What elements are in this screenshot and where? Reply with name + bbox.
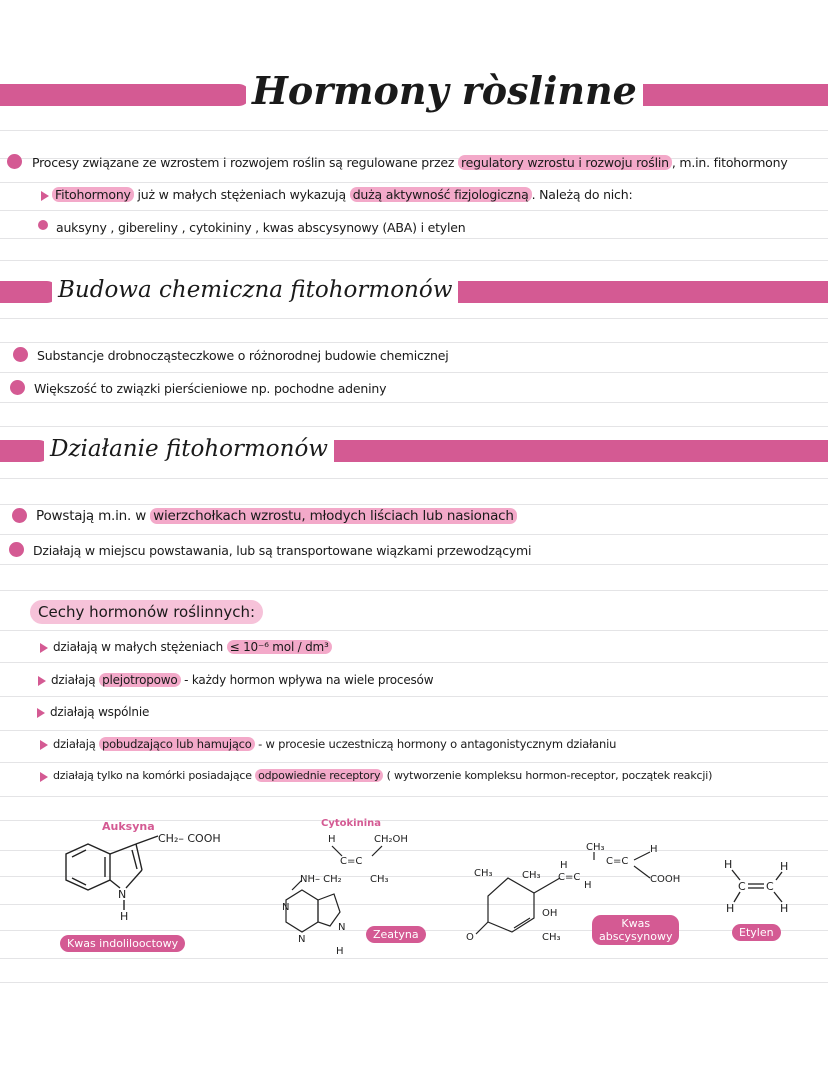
feature-text: działają	[53, 737, 99, 751]
section3-heading: Działanie fitohormonów	[44, 436, 334, 462]
aba-h: H	[560, 860, 568, 871]
auxin-structure	[58, 832, 238, 932]
aba-h: H	[650, 844, 658, 855]
zeatin-n: N	[282, 902, 290, 913]
section3-item-2: Działają w miejscu powstawania, lub są transportowane wiązkami przewodzącymi	[33, 543, 532, 558]
zeatin-n: N	[298, 934, 306, 945]
bullet-triangle	[37, 708, 45, 718]
section2-band-right	[397, 281, 828, 303]
aba-oh: OH	[542, 908, 558, 919]
ethylene-c: C	[738, 880, 746, 893]
intro-text: . Należą do nich:	[531, 187, 633, 202]
aba-name-line-2: abscysynowy	[599, 930, 673, 943]
zeatin-c-eq-c: C=C	[340, 856, 363, 867]
aba-c-eq-c: C=C	[606, 856, 629, 867]
intro-line-1	[32, 155, 788, 170]
auxin-label: Auksyna	[102, 820, 155, 833]
section3-band-right	[293, 440, 828, 462]
bullet-triangle	[40, 740, 48, 750]
feature-text: działają w małych stężeniach	[53, 640, 227, 654]
intro-text: już w małych stężeniach wykazują	[133, 187, 350, 202]
feature-3: działają wspólnie	[50, 705, 150, 719]
section3-band-left	[0, 440, 50, 462]
section2-item-1: Substancje drobnocząsteczkowe o różnorodnej budowie chemicznej	[37, 348, 449, 363]
auxin-ch2cooh: CH₂– COOH	[158, 832, 221, 845]
auxin-n: N	[118, 888, 127, 901]
ethylene-h: H	[724, 858, 733, 871]
section3-highlight: wierzchołkach wzrostu, młodych liściach lub nasionach	[150, 508, 517, 524]
feature-highlight: pobudzająco lub hamująco	[99, 737, 255, 751]
zeatin-name-pill: Zeatyna	[366, 926, 426, 943]
aba-o: O	[466, 932, 474, 943]
bullet-dot	[10, 380, 25, 395]
intro-line-2	[52, 187, 632, 202]
feature-highlight: odpowiednie receptory	[255, 769, 383, 782]
feature-text: działają	[51, 673, 100, 687]
zeatin-nh-ch2: NH– CH₂	[300, 874, 342, 885]
feature-text: - każdy hormon wpływa na wiele procesów	[180, 673, 434, 687]
section3-item-1	[36, 508, 517, 524]
feature-2	[51, 673, 433, 687]
zeatin-h: H	[336, 946, 344, 957]
aba-cooh: COOH	[650, 874, 681, 885]
feature-text: - w procesie uczestniczą hormony o antagonistycznym działaniu	[254, 737, 617, 751]
intro-highlight: dużą aktywność fizjologiczną	[350, 187, 532, 202]
bullet-triangle	[40, 772, 48, 782]
aba-c-eq-c: C=C	[558, 872, 581, 883]
zeatin-ch3: CH₃	[370, 874, 389, 885]
feature-4	[53, 737, 616, 751]
section2-band-left	[0, 281, 58, 303]
feature-1	[53, 640, 332, 654]
intro-text: , m.in. fitohormony	[671, 155, 788, 170]
intro-text: Procesy związane ze wzrostem i rozwojem roślin są regulowane przez	[32, 155, 458, 170]
aba-ch3: CH₃	[586, 842, 605, 853]
ethylene-h: H	[780, 860, 789, 873]
aba-h: H	[584, 880, 592, 891]
cytokinin-label: Cytokinina	[321, 818, 381, 829]
ethylene-h: H	[780, 902, 789, 915]
bullet-dot	[13, 347, 28, 362]
page-title: Hormony ròslinne	[246, 68, 643, 113]
feature-highlight: ≤ 10⁻⁶ mol / dm³	[227, 640, 332, 654]
intro-line-3: auksyny , gibereliny , cytokininy , kwas abscysynowy (ABA) i etylen	[56, 220, 466, 235]
title-band-left	[0, 84, 250, 106]
bullet-triangle	[38, 676, 46, 686]
ethylene-name-pill: Etylen	[732, 924, 781, 941]
ethylene-c: C	[766, 880, 774, 893]
aba-name-pill	[592, 915, 679, 945]
feature-highlight: plejotropowo	[99, 673, 180, 687]
intro-highlight: regulatory wzrostu i rozwoju roślin	[458, 155, 672, 170]
section3-text: Powstają m.in. w	[36, 508, 151, 524]
ethylene-structure	[722, 856, 802, 916]
auxin-h: H	[120, 910, 129, 923]
bullet-dot	[12, 508, 27, 523]
feature-text: działają tylko na komórki posiadające	[53, 769, 256, 782]
zeatin-n: N	[338, 922, 346, 933]
bullet-dot-small	[38, 220, 48, 230]
features-label: Cechy hormonów roślinnych:	[30, 600, 263, 624]
aba-name-line-1: Kwas	[621, 917, 651, 930]
aba-ch3: CH₃	[542, 932, 561, 943]
bullet-dot	[7, 154, 22, 169]
bullet-triangle	[41, 191, 49, 201]
bullet-triangle	[40, 643, 48, 653]
ethylene-h: H	[726, 902, 735, 915]
bullet-dot	[9, 542, 24, 557]
auxin-name-pill: Kwas indolilooctowy	[60, 935, 185, 952]
intro-highlight: Fitohormony	[52, 187, 134, 202]
section2-item-2: Większość to związki pierścieniowe np. pochodne adeniny	[34, 381, 387, 396]
feature-5	[53, 769, 712, 782]
zeatin-ch2oh: CH₂OH	[374, 834, 408, 845]
feature-text: ( wytworzenie kompleksu hormon-receptor, początek reakcji)	[383, 769, 713, 782]
zeatin-h: H	[328, 834, 336, 845]
section2-heading: Budowa chemiczna fitohormonów	[52, 277, 458, 303]
aba-ch3: CH₃	[474, 868, 493, 879]
aba-ch3: CH₃	[522, 870, 541, 881]
